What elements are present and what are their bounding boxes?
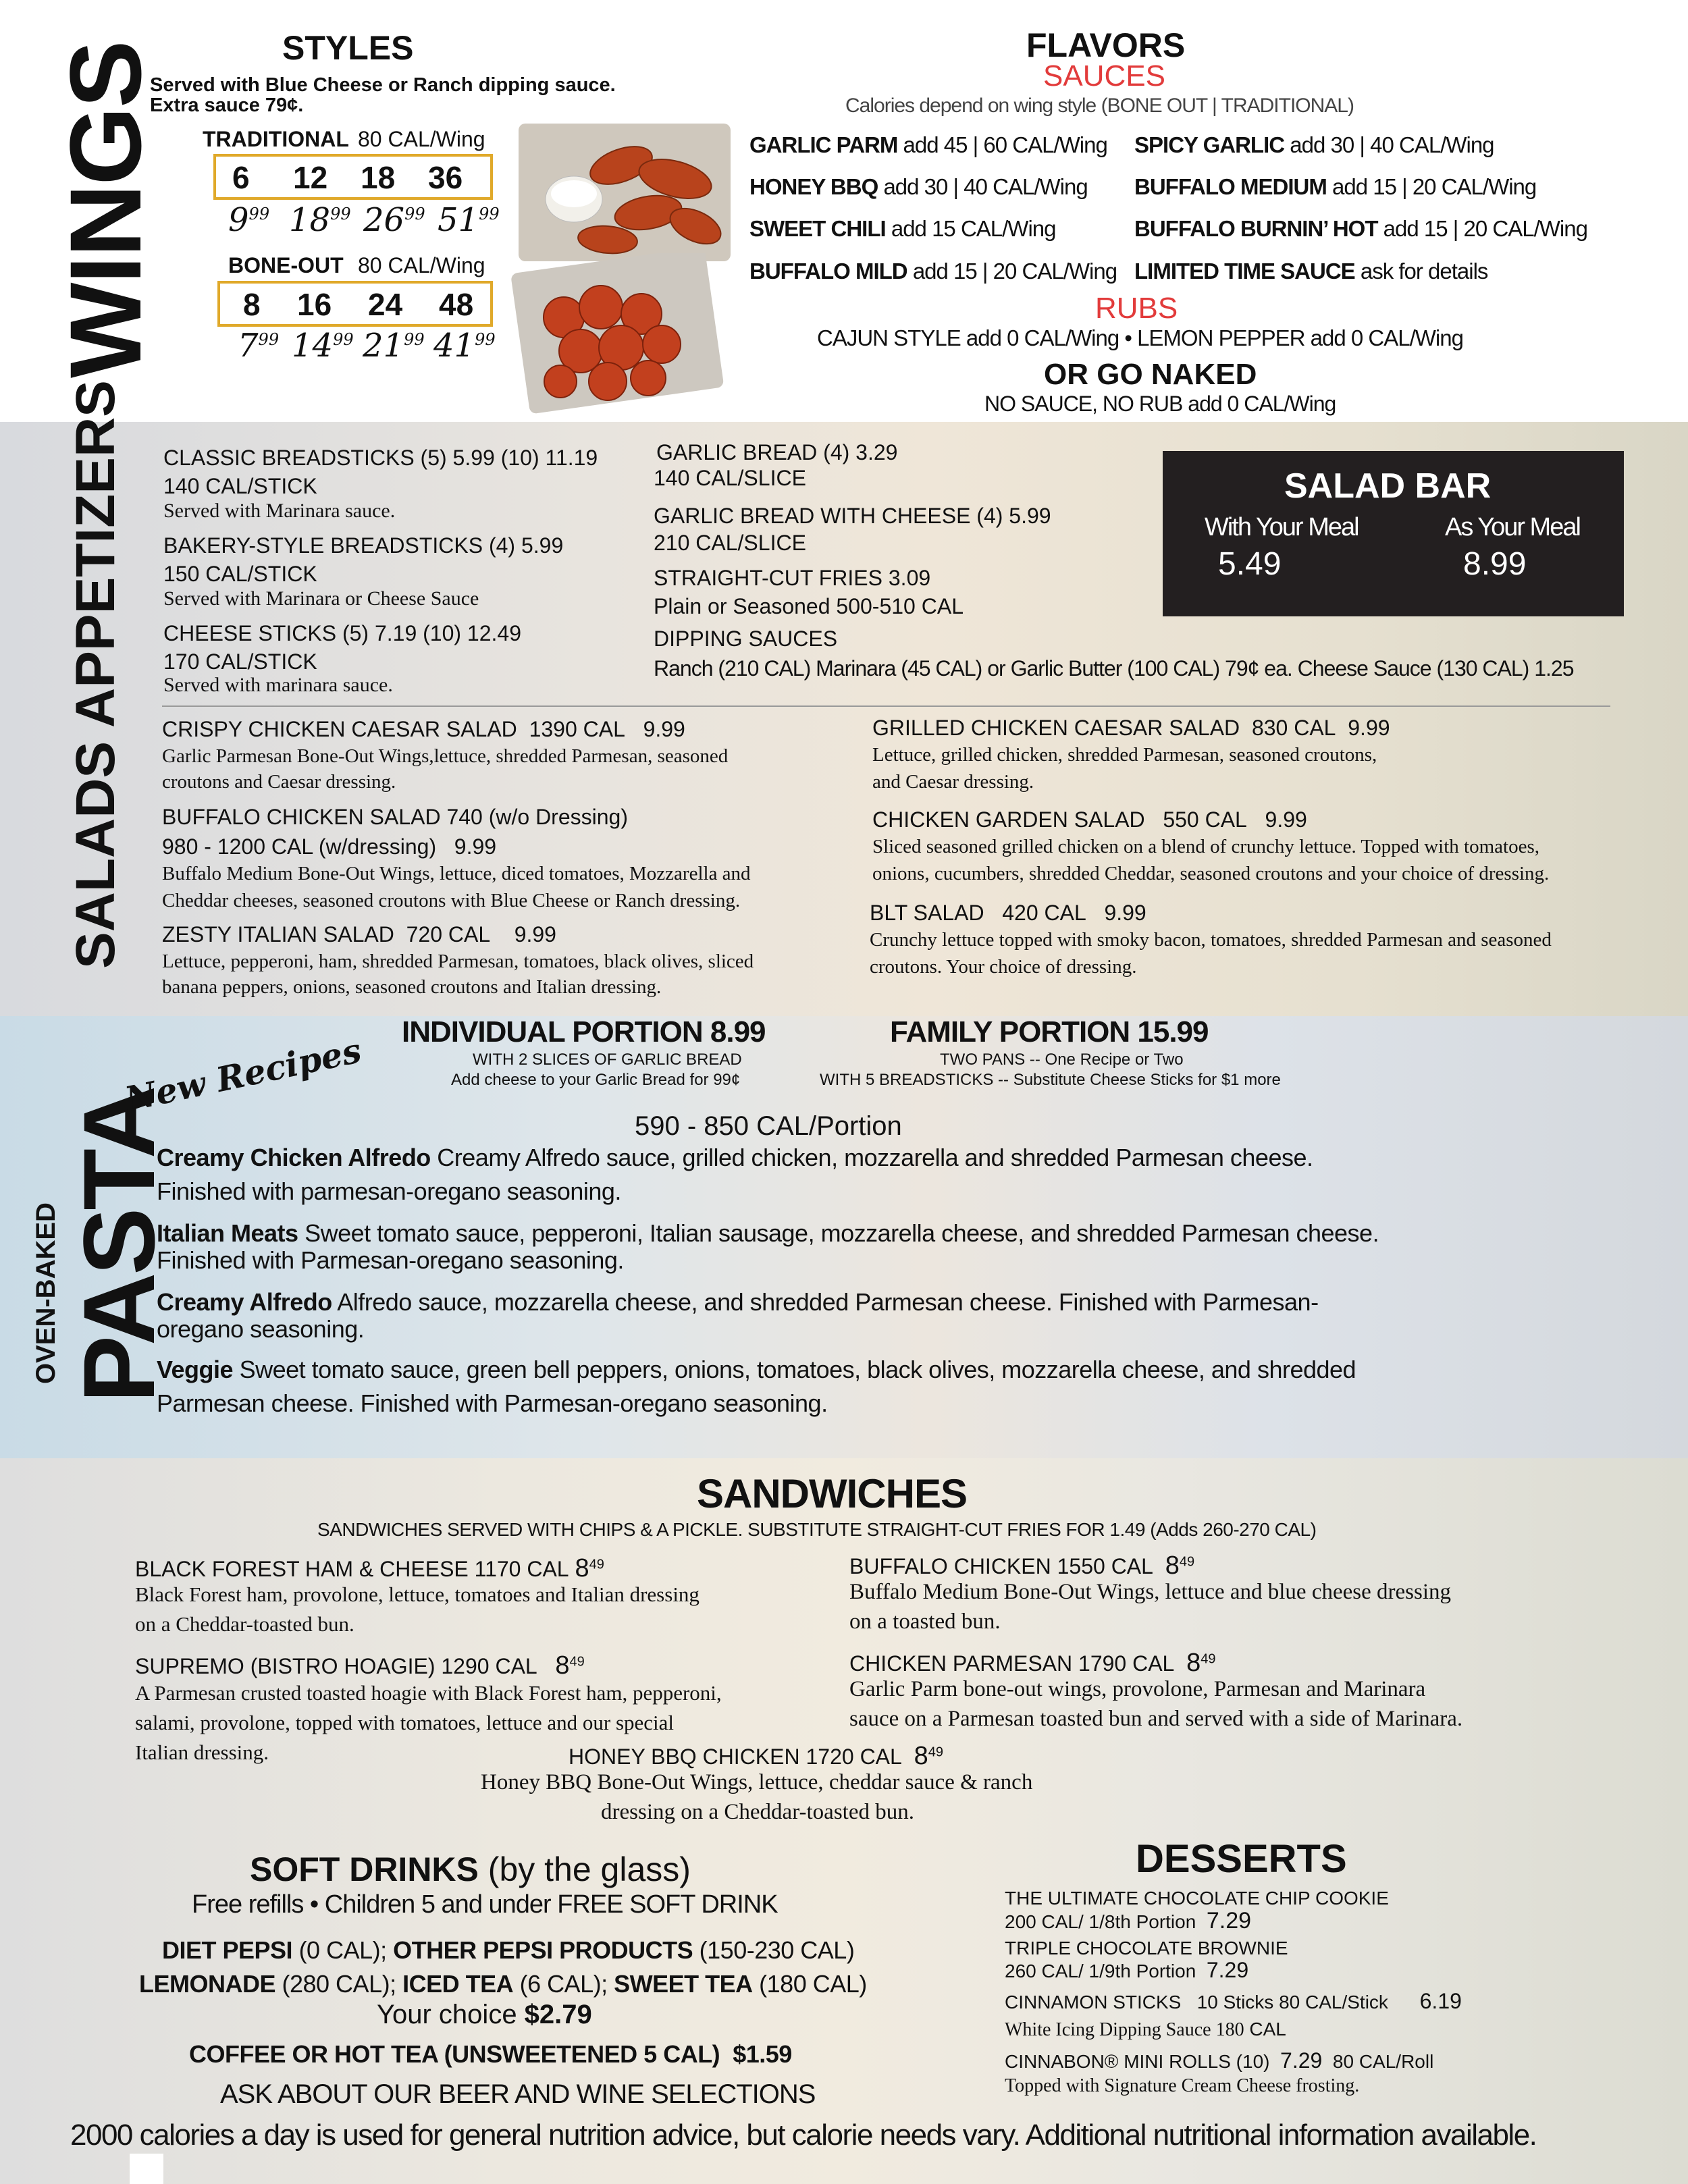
salad-bar-as-label: As Your Meal bbox=[1445, 513, 1580, 541]
buffalo-chicken-salad-desc1: Buffalo Medium Bone-Out Wings, lettuce, diced tomatoes, Mozzarella and bbox=[162, 863, 751, 884]
dessert-cinnamon-desc: White Icing Dipping Sauce 180 CAL bbox=[1005, 2019, 1286, 2040]
crispy-chicken-caesar: CRISPY CHICKEN CAESAR SALAD 1390 CAL 9.99 bbox=[162, 717, 685, 741]
bakery-breadsticks: BAKERY-STYLE BREADSTICKS (4) 5.99 bbox=[163, 533, 564, 558]
family-portion-sub2: WITH 5 BREADSTICKS -- Substitute Cheese Sticks for $1 more bbox=[820, 1071, 1281, 1089]
styles-note: Served with Blue Cheese or Ranch dipping sauce. bbox=[150, 74, 616, 96]
dessert-cinnabon-rolls: CINNABON® MINI ROLLS (10) 7.29 80 CAL/Roll bbox=[1005, 2048, 1434, 2073]
dessert-brownie: TRIPLE CHOCOLATE BROWNIE bbox=[1005, 1938, 1288, 1959]
individual-portion-sub1: WITH 2 SLICES OF GARLIC BREAD bbox=[473, 1050, 742, 1069]
soft-drinks-heading: SOFT DRINKS (by the glass) bbox=[250, 1850, 691, 1888]
desserts-heading: DESSERTS bbox=[1136, 1837, 1347, 1881]
count-24: 24 bbox=[368, 287, 403, 322]
count-6: 6 bbox=[232, 160, 250, 195]
dipping-sauces-line: Ranch (210 CAL) Marinara (45 CAL) or Garlic Butter (100 CAL) 79¢ ea. Cheese Sauce (130 CAL) 1.25 bbox=[654, 656, 1574, 681]
price-21-99: $21^{99}$ bbox=[363, 327, 425, 365]
zesty-italian-salad: ZESTY ITALIAN SALAD 720 CAL 9.99 bbox=[162, 922, 556, 947]
appetizers-divider bbox=[162, 705, 1610, 707]
pasta-heading: PASTA bbox=[62, 1088, 176, 1403]
price-14-99: $14^{99}$ bbox=[292, 327, 354, 365]
buffalo-chicken-sandwich: BUFFALO CHICKEN 1550 CAL $8^{49}$ bbox=[849, 1551, 1195, 1580]
salad-bar-with-label: With Your Meal bbox=[1205, 513, 1359, 541]
rubs-heading: RUBS bbox=[1095, 292, 1178, 325]
black-forest-ham-desc1: Black Forest ham, provolone, lettuce, tomatoes and Italian dressing bbox=[135, 1582, 700, 1606]
sauce-garlic-parm: GARLIC PARM add 45 | 60 CAL/Wing bbox=[749, 132, 1107, 157]
cheese-sticks: CHEESE STICKS (5) 7.19 (10) 12.49 bbox=[163, 621, 521, 645]
sauces-note: Calories depend on wing style (BONE OUT | TRADITIONAL) bbox=[845, 95, 1354, 117]
salads-heading: SALADS bbox=[65, 741, 126, 969]
buffalo-chicken-salad-desc2: Cheddar cheeses, seasoned croutons with Blue Cheese or Ranch dressing. bbox=[162, 890, 741, 911]
boneout-label: BONE-OUT bbox=[228, 253, 344, 277]
chicken-garden-desc2: onions, cucumbers, shredded Cheddar, seasoned croutons and your choice of dressing. bbox=[872, 863, 1550, 884]
count-48: 48 bbox=[439, 287, 474, 322]
black-forest-ham-desc2: on a Cheddar-toasted bun. bbox=[135, 1612, 354, 1636]
beer-wine-line: ASK ABOUT OUR BEER AND WINE SELECTIONS bbox=[220, 2079, 816, 2109]
family-portion-sub1: TWO PANS -- One Recipe or Two bbox=[940, 1050, 1184, 1069]
price-9-99: $9^{99}$ bbox=[228, 201, 270, 239]
chicken-parmesan-desc2: sauce on a Parmesan toasted bun and served with a side of Marinara. bbox=[849, 1707, 1463, 1731]
boneout-wings-photo bbox=[500, 253, 729, 422]
price-41-99: $41^{99}$ bbox=[433, 327, 496, 365]
sandwiches-subtitle: SANDWICHES SERVED WITH CHIPS & A PICKLE. SUBSTITUTE STRAIGHT-CUT FRIES FOR 1.49 (Adds 260-270 CAL) bbox=[317, 1519, 1317, 1540]
blt-salad: BLT SALAD 420 CAL 9.99 bbox=[870, 901, 1146, 925]
salad-bar-as-price: 8.99 bbox=[1463, 546, 1527, 582]
individual-portion-sub2: Add cheese to your Garlic Bread for 99¢ bbox=[451, 1071, 741, 1089]
pasta-creamy-alfredo: Creamy Alfredo Alfredo sauce, mozzarella cheese, and shredded Parmesan cheese. Finished with Parmesan- bbox=[157, 1288, 1319, 1316]
price-26-99: $26^{99}$ bbox=[363, 201, 425, 239]
chicken-garden-desc1: Sliced seasoned grilled chicken on a blend of crunchy lettuce. Topped with tomatoes, bbox=[872, 836, 1539, 857]
calorie-disclaimer: 2000 calories a day is used for general nutrition advice, but calorie needs vary. Additional nutritional information available. bbox=[70, 2119, 1537, 2152]
dessert-cinnamon-sticks: CINNAMON STICKS 10 Sticks 80 CAL/Stick 6.19 bbox=[1005, 1989, 1462, 2013]
family-portion: FAMILY PORTION 15.99 bbox=[890, 1015, 1209, 1048]
count-12: 12 bbox=[293, 160, 328, 195]
grilled-chicken-caesar-desc2: and Caesar dressing. bbox=[872, 771, 1034, 793]
cheese-sticks-cal: 170 CAL/STICK bbox=[163, 649, 317, 674]
count-16: 16 bbox=[297, 287, 332, 322]
pasta-italian-meats-desc: Finished with Parmesan-oregano seasoning. bbox=[157, 1246, 624, 1274]
sauce-spicy-garlic: SPICY GARLIC add 30 | 40 CAL/Wing bbox=[1134, 132, 1494, 157]
salad-bar-box bbox=[1163, 451, 1624, 616]
honey-bbq-desc1: Honey BBQ Bone-Out Wings, lettuce, cheddar sauce & ranch bbox=[481, 1770, 1033, 1794]
sauce-buffalo-burnin-hot: BUFFALO BURNIN’ HOT add 15 | 20 CAL/Wing bbox=[1134, 216, 1587, 241]
blt-desc1: Crunchy lettuce topped with smoky bacon, tomatoes, shredded Parmesan and seasoned bbox=[870, 929, 1552, 951]
free-refills-line: Free refills • Children 5 and under FREE SOFT DRINK bbox=[192, 1890, 778, 1919]
straight-cut-fries-cal: Plain or Seasoned 500-510 CAL bbox=[654, 594, 964, 618]
classic-breadsticks: CLASSIC BREADSTICKS (5) 5.99 (10) 11.19 bbox=[163, 446, 598, 470]
supremo-hoagie: SUPREMO (BISTRO HOAGIE) 1290 CAL $8^{49}$ bbox=[135, 1651, 585, 1680]
garlic-bread-cheese-cal: 210 CAL/SLICE bbox=[654, 531, 806, 555]
coffee-line: COFFEE OR HOT TEA (UNSWEETENED 5 CAL) $1.59 bbox=[189, 2040, 792, 2068]
garlic-bread-cheese: GARLIC BREAD WITH CHEESE (4) 5.99 bbox=[654, 504, 1051, 528]
pasta-creamy-chicken-alfredo-desc: Finished with parmesan-oregano seasoning. bbox=[157, 1177, 621, 1205]
honey-bbq-desc2: dressing on a Cheddar-toasted bun. bbox=[601, 1800, 914, 1824]
salad-bar-with-price: 5.49 bbox=[1218, 546, 1282, 582]
supremo-desc2: salami, provolone, topped with tomatoes, lettuce and our special bbox=[135, 1711, 675, 1734]
bakery-breadsticks-cal: 150 CAL/STICK bbox=[163, 562, 317, 586]
extra-sauce-note: Extra sauce 79¢. bbox=[150, 95, 304, 116]
flavors-heading: FLAVORS bbox=[1026, 26, 1186, 64]
grilled-chicken-caesar-desc1: Lettuce, grilled chicken, shredded Parmesan, seasoned croutons, bbox=[872, 744, 1377, 766]
classic-breadsticks-cal: 140 CAL/STICK bbox=[163, 474, 317, 498]
sauce-buffalo-medium: BUFFALO MEDIUM add 15 | 20 CAL/Wing bbox=[1134, 174, 1537, 199]
traditional-wings-photo bbox=[513, 118, 736, 267]
black-forest-ham: BLACK FOREST HAM & CHEESE 1170 CAL $8^{49}$ bbox=[135, 1554, 604, 1582]
crispy-chicken-caesar-desc2: croutons and Caesar dressing. bbox=[162, 771, 396, 793]
pasta-veggie-desc: Parmesan cheese. Finished with Parmesan-oregano seasoning. bbox=[157, 1389, 828, 1417]
dessert-cookie: THE ULTIMATE CHOCOLATE CHIP COOKIE bbox=[1005, 1888, 1389, 1909]
supremo-desc1: A Parmesan crusted toasted hoagie with Black Forest ham, pepperoni, bbox=[135, 1681, 722, 1705]
dessert-cookie-cal: 200 CAL/ 1/8th Portion 7.29 bbox=[1005, 1908, 1252, 1934]
chicken-parmesan-desc1: Garlic Parm bone-out wings, provolone, Parmesan and Marinara bbox=[849, 1677, 1426, 1701]
appetizers-heading: APPETIZERS bbox=[65, 380, 126, 728]
grilled-chicken-caesar: GRILLED CHICKEN CAESAR SALAD 830 CAL 9.99 bbox=[872, 716, 1390, 740]
go-naked-line: NO SAUCE, NO RUB add 0 CAL/Wing bbox=[984, 392, 1336, 416]
buffalo-chicken-salad-cal: 980 - 1200 CAL (w/dressing) 9.99 bbox=[162, 834, 497, 859]
pasta-italian-meats: Italian Meats Sweet tomato sauce, pepperoni, Italian sausage, mozzarella cheese, and shredded Parmesan cheese. bbox=[157, 1219, 1379, 1247]
drinks-line-2: LEMONADE (280 CAL); ICED TEA (6 CAL); SWEET TEA (180 CAL) bbox=[139, 1970, 867, 1998]
blt-desc2: croutons. Your choice of dressing. bbox=[870, 956, 1137, 978]
crispy-chicken-caesar-desc1: Garlic Parmesan Bone-Out Wings,lettuce, shredded Parmesan, seasoned bbox=[162, 745, 729, 767]
zesty-italian-desc1: Lettuce, pepperoni, ham, shredded Parmesan, tomatoes, black olives, sliced bbox=[162, 951, 754, 972]
count-8: 8 bbox=[243, 287, 261, 322]
sandwiches-heading: SANDWICHES bbox=[697, 1471, 968, 1516]
corner-tab bbox=[130, 2154, 163, 2184]
supremo-desc3: Italian dressing. bbox=[135, 1740, 269, 1764]
traditional-cal: 80 CAL/Wing bbox=[358, 127, 485, 151]
classic-breadsticks-desc: Served with Marinara sauce. bbox=[163, 500, 396, 522]
chicken-parmesan-sandwich: CHICKEN PARMESAN 1790 CAL $8^{49}$ bbox=[849, 1649, 1216, 1677]
honey-bbq-chicken-sandwich: HONEY BBQ CHICKEN 1720 CAL $8^{49}$ bbox=[569, 1742, 943, 1770]
price-51-99: $51^{99}$ bbox=[438, 201, 500, 239]
dessert-brownie-cal: 260 CAL/ 1/9th Portion 7.29 bbox=[1005, 1958, 1249, 1982]
bakery-breadsticks-desc: Served with Marinara or Cheese Sauce bbox=[163, 587, 479, 610]
pasta-calories: 590 - 850 CAL/Portion bbox=[635, 1111, 902, 1141]
go-naked-heading: OR GO NAKED bbox=[1044, 358, 1257, 391]
dipping-sauces-heading: DIPPING SAUCES bbox=[654, 627, 838, 651]
price-18-99: $18^{99}$ bbox=[289, 201, 351, 239]
buffalo-chicken-sandwich-desc1: Buffalo Medium Bone-Out Wings, lettuce and blue cheese dressing bbox=[849, 1580, 1451, 1604]
oven-baked-label: OVEN-BAKED bbox=[31, 1202, 61, 1384]
sauces-heading: SAUCES bbox=[1043, 59, 1165, 92]
sauce-honey-bbq: HONEY BBQ add 30 | 40 CAL/Wing bbox=[749, 174, 1088, 199]
cheese-sticks-desc: Served with marinara sauce. bbox=[163, 674, 393, 696]
sauce-buffalo-mild: BUFFALO MILD add 15 | 20 CAL/Wing bbox=[749, 259, 1117, 284]
drinks-your-choice: Your choice $2.79 bbox=[377, 2000, 592, 2029]
wings-heading: WINGS bbox=[49, 41, 162, 378]
garlic-bread-cal: 140 CAL/SLICE bbox=[654, 466, 806, 490]
drinks-line-1: DIET PEPSI (0 CAL); OTHER PEPSI PRODUCTS (150-230 CAL) bbox=[162, 1936, 855, 1964]
dessert-cinnabon-desc: Topped with Signature Cream Cheese frosting. bbox=[1005, 2075, 1360, 2096]
sauce-sweet-chili: SWEET CHILI add 15 CAL/Wing bbox=[749, 216, 1056, 241]
price-7-99: $7^{99}$ bbox=[238, 327, 280, 365]
buffalo-chicken-salad: BUFFALO CHICKEN SALAD 740 (w/o Dressing) bbox=[162, 805, 628, 829]
zesty-italian-desc2: banana peppers, onions, seasoned croutons and Italian dressing. bbox=[162, 976, 662, 998]
traditional-label: TRADITIONAL bbox=[203, 127, 349, 151]
pasta-creamy-alfredo-desc: oregano seasoning. bbox=[157, 1315, 365, 1343]
new-recipes-label: New Recipes bbox=[122, 1030, 365, 1119]
boneout-cal: 80 CAL/Wing bbox=[358, 253, 485, 277]
count-36: 36 bbox=[428, 160, 463, 195]
pasta-veggie: Veggie Sweet tomato sauce, green bell peppers, onions, tomatoes, black olives, mozzarella cheese, and shredded bbox=[157, 1356, 1356, 1383]
count-18: 18 bbox=[361, 160, 396, 195]
salad-bar-title: SALAD BAR bbox=[1284, 467, 1492, 506]
pasta-creamy-chicken-alfredo: Creamy Chicken Alfredo Creamy Alfredo sauce, grilled chicken, mozzarella and shredded Parmesan cheese. bbox=[157, 1144, 1313, 1171]
straight-cut-fries: STRAIGHT-CUT FRIES 3.09 bbox=[654, 566, 931, 590]
garlic-bread: GARLIC BREAD (4) 3.29 bbox=[656, 440, 898, 464]
individual-portion: INDIVIDUAL PORTION 8.99 bbox=[402, 1015, 766, 1048]
rubs-line: CAJUN STYLE add 0 CAL/Wing • LEMON PEPPER add 0 CAL/Wing bbox=[817, 325, 1463, 350]
styles-heading: STYLES bbox=[282, 29, 414, 67]
chicken-garden-salad: CHICKEN GARDEN SALAD 550 CAL 9.99 bbox=[872, 807, 1307, 832]
buffalo-chicken-sandwich-desc2: on a toasted bun. bbox=[849, 1609, 1001, 1634]
sauce-limited-time: LIMITED TIME SAUCE ask for details bbox=[1134, 259, 1488, 284]
